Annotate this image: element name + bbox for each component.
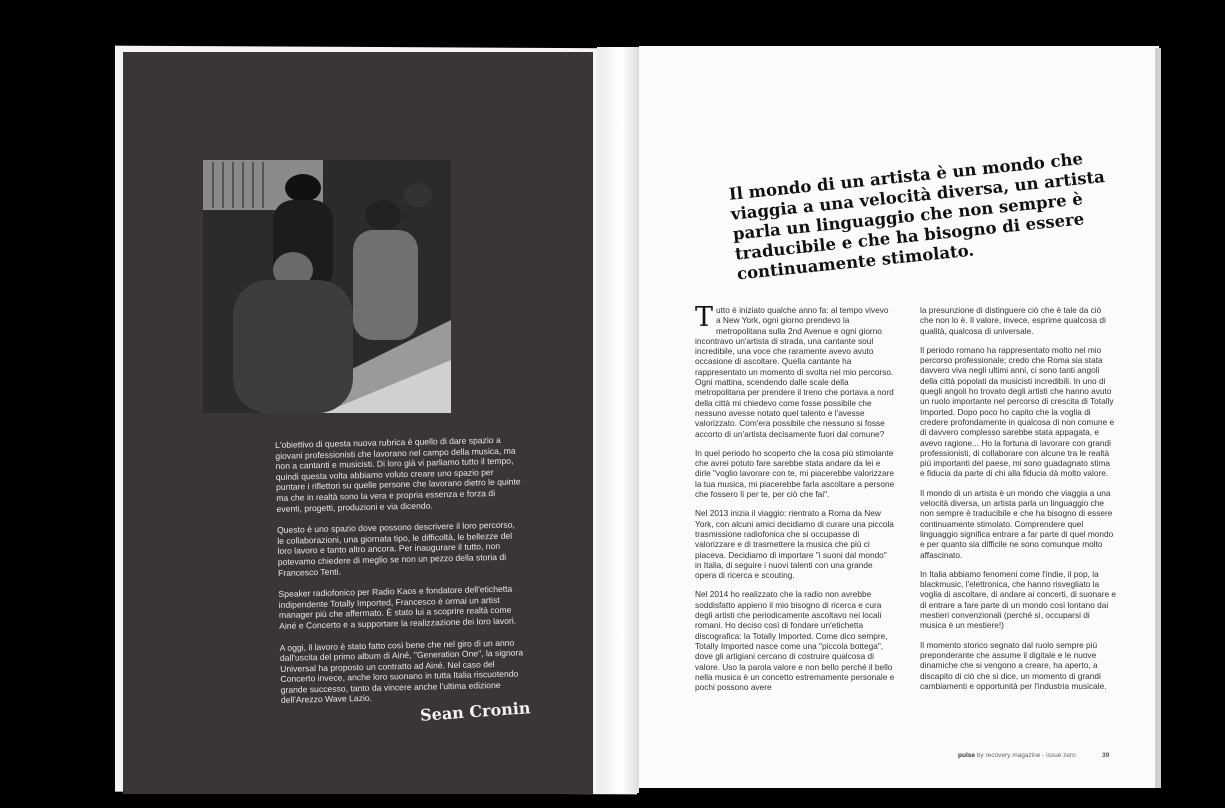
page-edge bbox=[1155, 48, 1161, 788]
drop-cap: T bbox=[695, 302, 714, 333]
studio-photo-image bbox=[203, 160, 451, 413]
article-paragraph-text: utto è iniziato qualche anno fa: al tempo vivevo a New York, ogni giorno prendevo la metropolitana sulla 2nd Avenue e ogni giorno incontravo un'artista di strada, una cantante soul incredibile, una voce che raramente avevo avuto occasione di ascoltare. Quella cantante ha rappresentato un momento di svolta nel mio percorso. Ogni mattina, scendendo dalle scale della metropolitana per prendere il treno che portava a nord della città mi chiedevo come fosse possibile che nessuno avesse notato quel talento e l'avesse valorizzato. Com'era possibile che nessuno si fosse accorto di un'artista decisamente fuori dal comune? bbox=[695, 305, 894, 439]
article-paragraph: la presunzione di distinguere ciò che è tale da ciò che non lo è. Il valore, invece, esprime qualcosa di qualità, qualcosa di universale. bbox=[920, 305, 1106, 336]
article-paragraph: Nel 2013 inizia il viaggio: rientrato a Roma da New York, con alcuni amici decidiamo di curare una piccola trasmissione radiofonica che si occupasse di valorizzare e di trasmettere la musica che più ci piaceva. Decidiamo di importare "i suoni dal mondo" in Italia, di seguire i nuovi talenti con una grande opera di ricerca e scouting. bbox=[695, 508, 894, 581]
article-paragraph: Nel 2014 ho realizzato che la radio non avrebbe soddisfatto appieno il mio bisogno di ricerca e cura degli artisti che periodicamente ascoltavo nei locali romani. Ho deciso così di fondare un'etichetta discografica: la Totally Imported. Come dico sempre, Totally Imported nasce come una "piccola bottega", dove gli artigiani cercano di costruire qualcosa di valore. Uso la parola valore e non bello perché il bello nella musica è un concetto estremamente personale e pochi possono avere bbox=[695, 589, 895, 693]
footer-brand: pulse bbox=[958, 752, 975, 759]
article-paragraph: Il momento storico segnato dal ruolo sempre più preponderante che assume il digitale e le nuove dinamiche che si vengono a creare, ha aperto, a discapito di ciò che si dice, un momento di grandi cambiamenti e opportunità per l'industria musicale. bbox=[920, 639, 1107, 691]
page-gutter bbox=[597, 47, 639, 793]
page-footer bbox=[958, 752, 1076, 759]
article-column-2 bbox=[920, 305, 1116, 700]
intro-paragraph: Speaker radiofonico per Radio Kaos e fondatore dell'etichetta indipendente Totally Imported, Francesco è ormai un artist manager più che affermato. È stato lui a scoprire realtà come Ainé e Concerto e a supportare la realizzazione dei loro lavori. bbox=[278, 583, 517, 631]
article-paragraph: Il periodo romano ha rappresentato molto nel mio percorso professionale; credo che Roma sia stata davvero viva negli ultimi anni, ci sono tanti angoli della città popolati da musicisti incredibili. In uno di quegli angoli ho trovato degli artisti che hanno avuto un ruolo importante nel percorso di crescita di Totally Imported. Dopo poco ho capito che la voglia di credere profondamente in qualcosa di non comune e di davvero complesso sarebbe stata appagata, e avevo ragione... Ho la fortuna di lavorare con grandi professionisti, di collaborare con alcune tra le realtà più importanti del paese, mi sono guadagnato stima e fiducia da parte di chi alla fiducia dà molto valore. bbox=[920, 344, 1115, 479]
author-signature: Sean Cronin bbox=[419, 698, 532, 725]
article-paragraph: Il mondo di un artista è un mondo che viaggia a una velocità diversa, un artista parla un linguaggio che non sempre è traducibile e che ha bisogno di essere continuamente stimolato. Comprendere quel linguaggio significa entrare a far parte di quel mondo e per quanto sia difficile ne sono comunque molto affascinato. bbox=[920, 487, 1114, 560]
article-column-1 bbox=[695, 302, 895, 701]
studio-photo bbox=[203, 160, 451, 413]
intro-paragraph: Questo è uno spazio dove possono descrivere il loro percorso, le collaborazioni, una giornata tipo, le difficoltà, le bellezze del loro lavoro e tanto altro ancora. Per inaugurare il tutto, non potevamo chiedere di meglio se non un pezzo della storia di Francesco Tenti. bbox=[276, 519, 516, 578]
footer-text: by recovery magazine - issue zero bbox=[976, 752, 1076, 759]
pull-quote-headline: Il mondo di un artista è un mondo che viaggia a una velocità diversa, un artista parla un linguaggio che non sempre è traducibile e che ha bisogno di essere continuamente stimolato. bbox=[728, 149, 1106, 284]
article-paragraph bbox=[695, 302, 895, 439]
intro-paragraph: L'obiettivo di questa nuova rubrica è quello di dare spazio a giovani professionisti che lavorano nel campo della musica, ma non a cantanti e musicisti. Di loro già vi parliamo tutto il tempo, quindi questa volta abbiamo voluto creare uno spazio per puntare i riflettori su quelle persone che lavorano dietro le quinte ma che in realtà sono la vera e propria essenza e forza di eventi, progetti, produzioni e via dicendo. bbox=[275, 434, 521, 514]
page-number: 39 bbox=[1102, 752, 1110, 759]
intro-text bbox=[275, 434, 526, 717]
intro-paragraph: A oggi, il lavoro è stato fatto così bene che nel giro di un anno dall'uscita del primo album di Ainé, "Generation One", la signora Universal ha proposto un contratto ad Ainé. Nel caso del Concerto invece, anche loro suonano in tutta Italia riscuotendo grande successo, tanto da vincere anche l'ultima edizione dell'Arezzo Wave Lazio. bbox=[279, 637, 524, 706]
article-paragraph: In quel periodo ho scoperto che la cosa più stimolante che avrei potuto fare sarebbe stata andare da lei e dirle "voglio lavorare con te, mi piacerebbe valorizzare la tua musica, mi piacerebbe farla ascoltare a persone che fossero lì per te, per ciò che fai". bbox=[695, 447, 895, 500]
article-paragraph: In Italia abbiamo fenomeni come l'indie, il pop, la blackmusic, l'elettronica, che hanno risvegliato la voglia di ascoltare, di andare ai concerti, di suonare e di entrare a fare parte di un mondo così lontano dai mestieri convenzionali (perché sì, occuparsi di musica è un mestiere!) bbox=[920, 568, 1117, 631]
